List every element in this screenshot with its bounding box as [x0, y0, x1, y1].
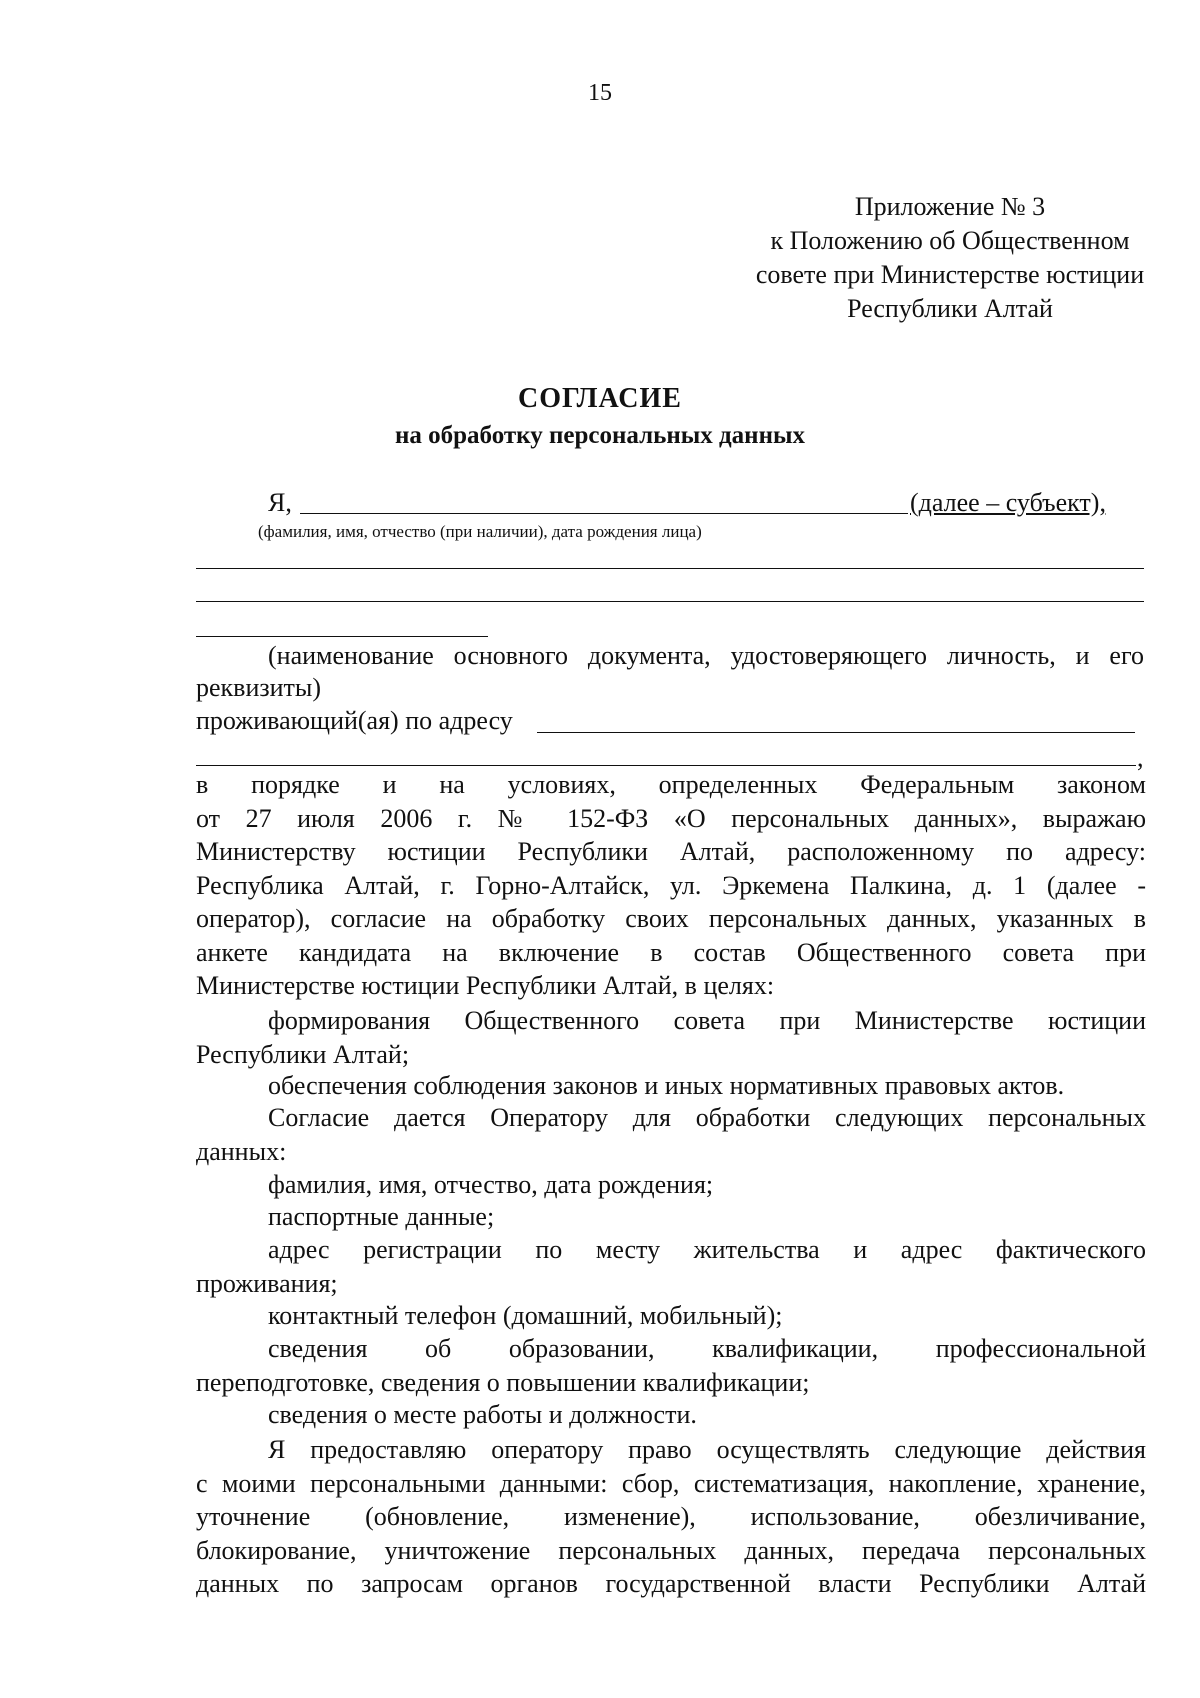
body-p7-line-1: адрес регистрации по месту жительства и адрес фактического	[268, 1235, 1146, 1264]
address-label: проживающий(ая) по адресу	[196, 706, 513, 735]
doc-hint-line-2: реквизиты)	[196, 673, 322, 702]
body-p5-line-1: фамилия, имя, отчество, дата рождения;	[268, 1170, 714, 1199]
blank-line-2[interactable]	[196, 601, 1144, 602]
appendix-line-1: Приложение № 3	[854, 192, 1046, 221]
address-field-line-2[interactable]	[196, 765, 1136, 766]
name-field-line[interactable]	[300, 513, 908, 514]
body-p2-line-1: формирования Общественного совета при Министерстве юстиции	[268, 1006, 1146, 1035]
body-p9-line-2: переподготовке, сведения о повышении квалификации;	[196, 1368, 810, 1397]
body-p11-line-2: с моими персональными данными: сбор, систематизация, накопление, хранение,	[196, 1469, 1146, 1498]
appendix-line-3: совете при Министерстве юстиции	[755, 260, 1145, 289]
blank-line-3[interactable]	[196, 636, 488, 637]
appendix-line-2: к Положению об Общественном	[770, 226, 1130, 255]
body-p10-line-1: сведения о месте работы и должности.	[268, 1400, 697, 1429]
body-p1-line-7: Министерстве юстиции Республики Алтай, в целях:	[196, 971, 775, 1000]
body-p4-line-2: данных:	[196, 1137, 287, 1166]
i-label: Я,	[268, 488, 292, 517]
body-p11-line-4: блокирование, уничтожение персональных данных, передача персональных	[196, 1536, 1146, 1565]
body-p11-line-1: Я предоставляю оператору право осуществлять следующие действия	[268, 1435, 1146, 1464]
body-p3-line-1: обеспечения соблюдения законов и иных нормативных правовых актов.	[268, 1071, 1065, 1100]
body-p6-line-1: паспортные данные;	[268, 1202, 495, 1231]
name-field-hint: (фамилия, имя, отчество (при наличии), дата рождения лица)	[258, 522, 702, 541]
body-p1-line-6: анкете кандидата на включение в состав Общественного совета при	[196, 938, 1146, 967]
page-number: 15	[588, 80, 612, 106]
appendix-header	[680, 190, 1200, 326]
body-p8-line-1: контактный телефон (домашний, мобильный);	[268, 1301, 783, 1330]
body-p4-line-1: Согласие дается Оператору для обработки следующих персональных	[268, 1103, 1146, 1132]
body-p7-line-2: проживания;	[196, 1269, 338, 1298]
document-subtitle: на обработку персональных данных	[395, 422, 805, 449]
body-p1-line-4: Республика Алтай, г. Горно-Алтайск, ул. Эркемена Палкина, д. 1 (далее -	[196, 871, 1146, 900]
body-p11-line-3: уточнение (обновление, изменение), использование, обезличивание,	[196, 1502, 1146, 1531]
subject-label: (далее – субъект),	[910, 488, 1106, 517]
body-p11-line-5: данных по запросам органов государственной власти Республики Алтай	[196, 1569, 1146, 1598]
body-p1-line-1: в порядке и на условиях, определенных Федеральным законом	[196, 770, 1146, 799]
address-field-line[interactable]	[537, 732, 1135, 733]
doc-hint-line-1: (наименование основного документа, удостоверяющего личность, и его	[268, 641, 1144, 670]
document-title: СОГЛАСИЕ	[518, 383, 682, 414]
body-p9-line-1: сведения об образовании, квалификации, профессиональной	[268, 1334, 1146, 1363]
blank-line-1[interactable]	[196, 568, 1144, 569]
body-p1-line-2: от 27 июля 2006 г. № 152-ФЗ «О персональных данных», выражаю	[196, 804, 1146, 833]
appendix-line-4: Республики Алтай	[847, 294, 1053, 323]
body-p1-line-5: оператор), согласие на обработку своих персональных данных, указанных в	[196, 904, 1146, 933]
body-p2-line-2: Республики Алтай;	[196, 1040, 410, 1069]
address-comma: ,	[1137, 743, 1144, 772]
body-p1-line-3: Министерству юстиции Республики Алтай, расположенному по адресу:	[196, 837, 1146, 866]
